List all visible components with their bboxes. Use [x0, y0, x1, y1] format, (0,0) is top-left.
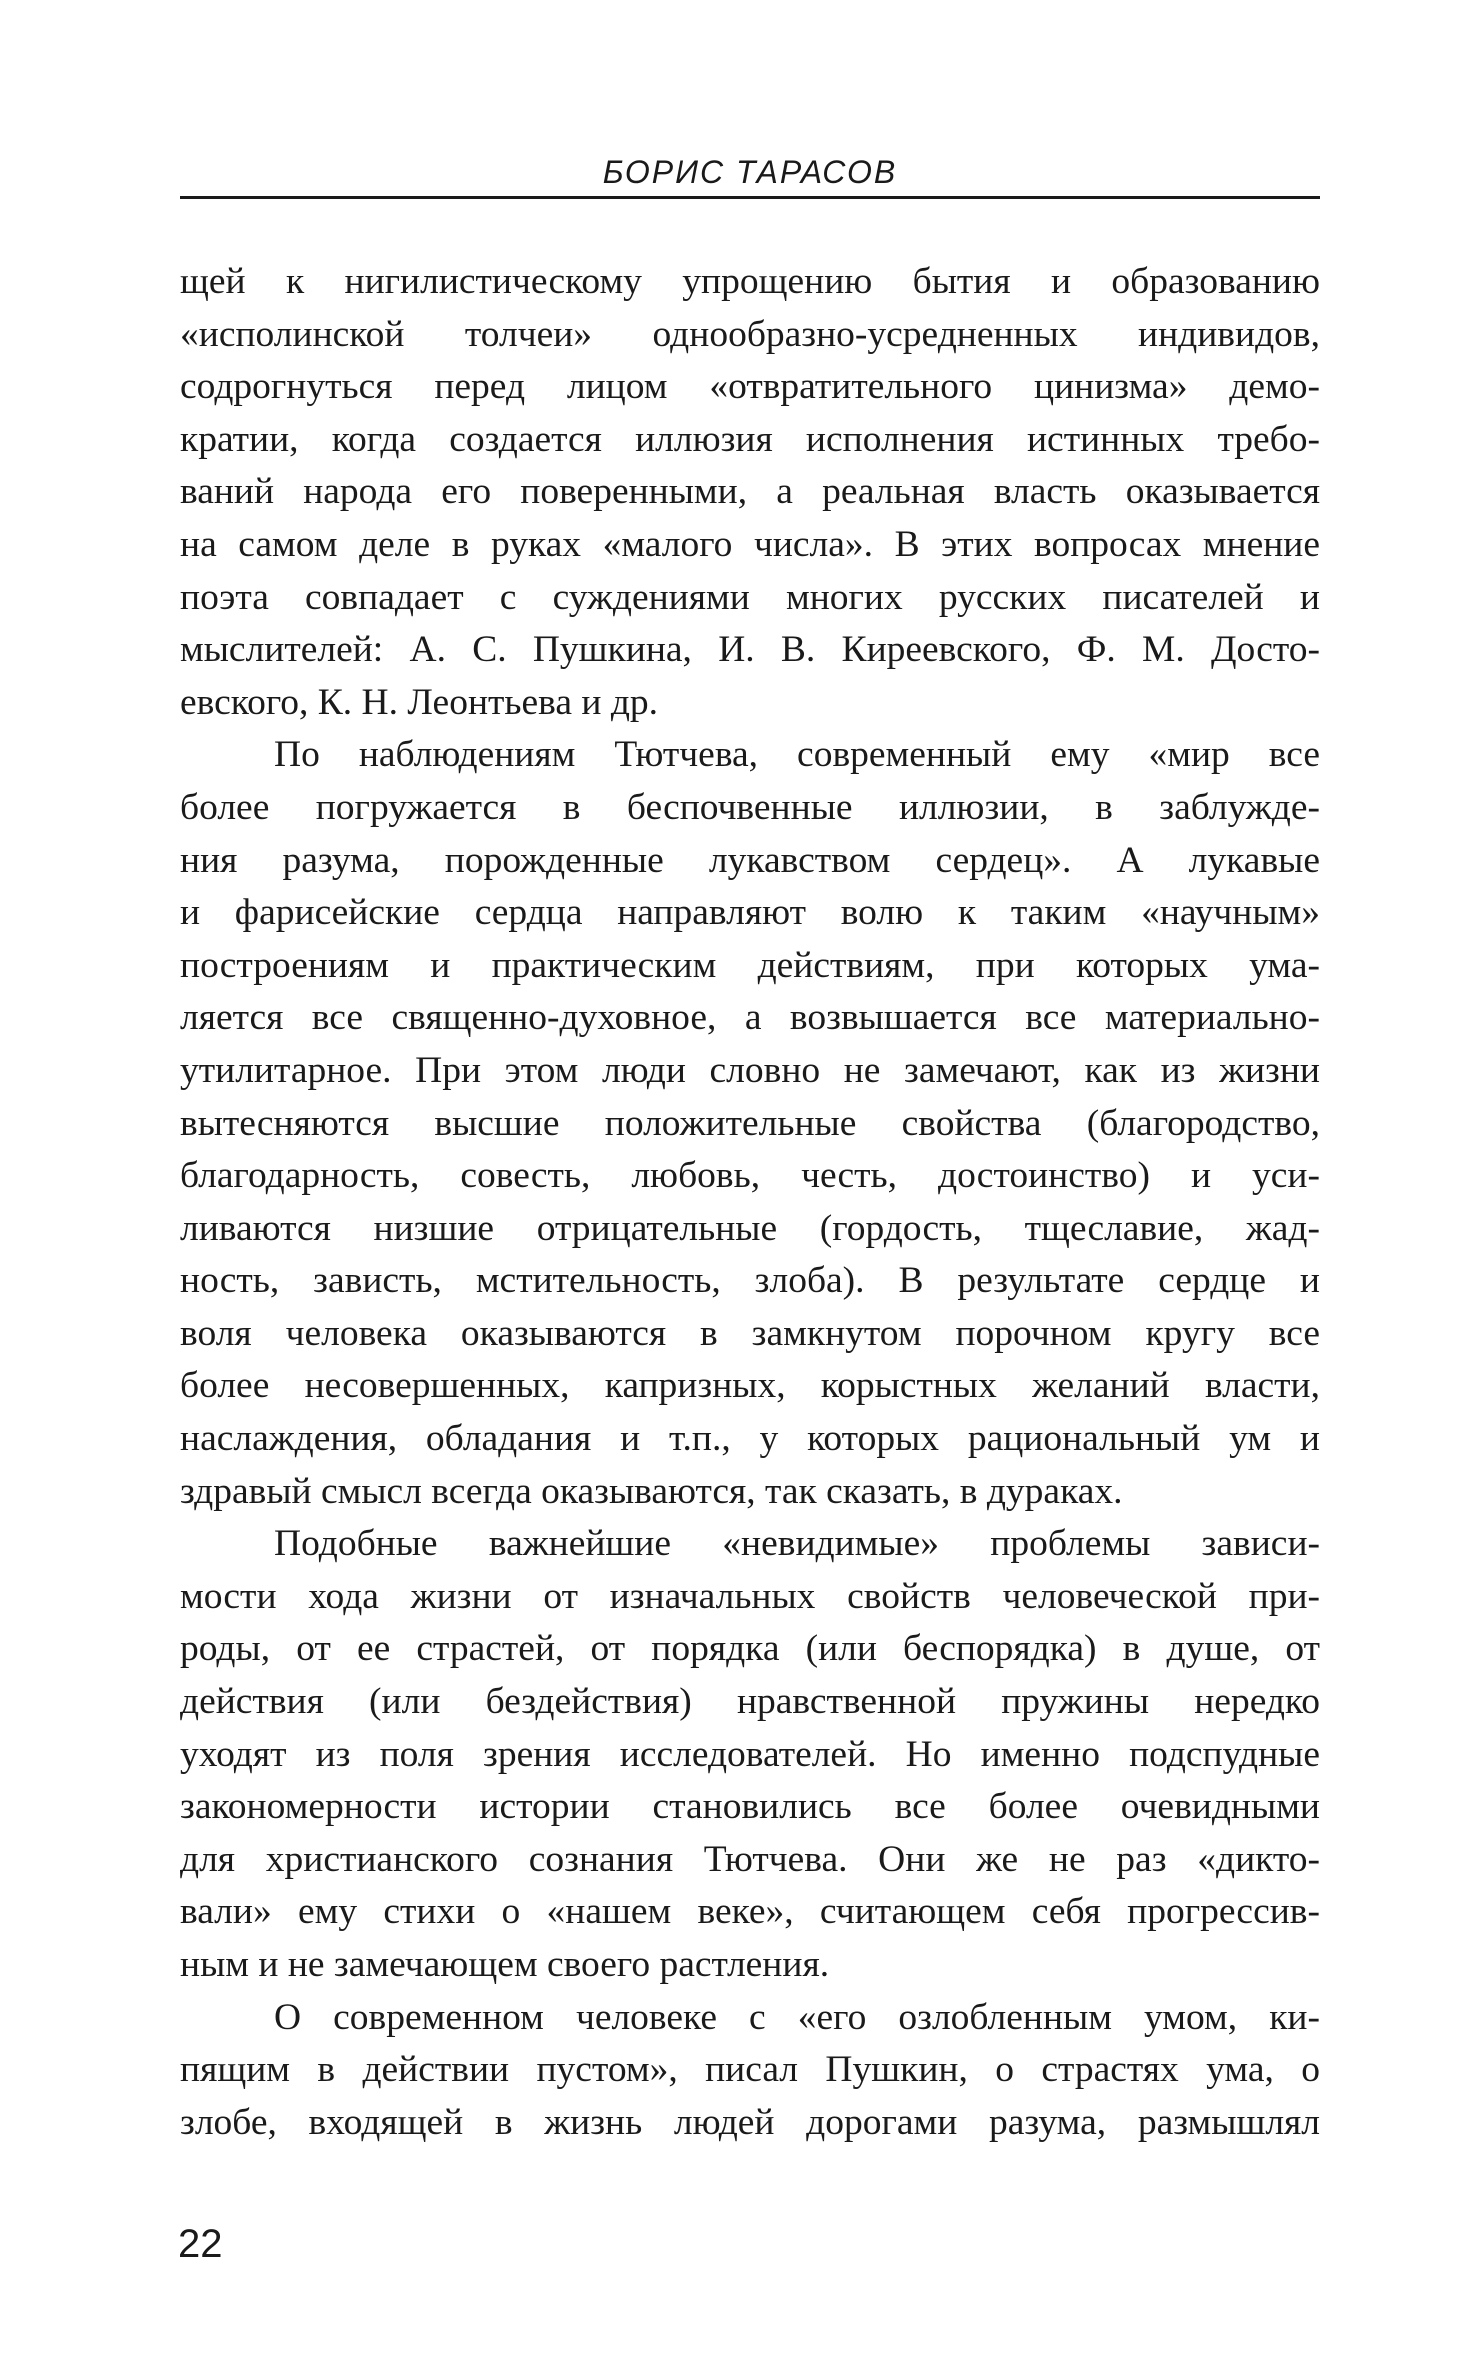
text-line: и фарисейские сердца направляют волю к таким «научным» [180, 892, 1320, 934]
text-line: евского, К. Н. Леонтьева и др. [180, 681, 659, 723]
text-line: Подобные важнейшие «невидимые» проблемы зависи- [274, 1523, 1320, 1565]
paragraph [180, 729, 1320, 1518]
text-line: наслаждения, обладания и т.п., у которых рациональный ум и [180, 1418, 1320, 1460]
text-line: более несовершенных, капризных, корыстных желаний власти, [180, 1365, 1320, 1407]
paragraph [180, 256, 1320, 729]
text-line: пящим в действии пустом», писал Пушкин, о страстях ума, о [180, 2049, 1320, 2091]
paragraph [180, 1518, 1320, 1991]
text-line: более погружается в беспочвенные иллюзии, в заблужде- [180, 786, 1320, 828]
text-line: благодарность, совесть, любовь, честь, достоинство) и уси- [180, 1155, 1320, 1197]
text-line: вали» ему стихи о «нашем веке», считающем себя прогрессив- [180, 1891, 1320, 1933]
text-line: здравый смысл всегда оказываются, так сказать, в дураках. [180, 1470, 1123, 1512]
body-text [180, 256, 1320, 2149]
text-line: для христианского сознания Тютчева. Они же не раз «дикто- [180, 1838, 1320, 1880]
text-line: утилитарное. При этом люди словно не замечают, как из жизни [180, 1049, 1320, 1091]
text-line: щей к нигилистическому упрощению бытия и образованию [180, 261, 1320, 302]
text-line: «исполинской толчеи» однообразно-усредненных индивидов, [180, 313, 1320, 355]
header-rule [180, 196, 1320, 199]
text-line: ваний народа его поверенными, а реальная власть оказывается [180, 471, 1320, 513]
text-line: По наблюдениям Тютчева, современный ему «мир все [274, 734, 1320, 776]
text-line: мости хода жизни от изначальных свойств человеческой при- [180, 1575, 1320, 1617]
page-number: 22 [178, 2222, 223, 2266]
text-line: вытесняются высшие положительные свойства (благородство, [180, 1102, 1320, 1144]
text-line: на самом деле в руках «малого числа». В этих вопросах мнение [180, 523, 1320, 565]
text-line: воля человека оказываются в замкнутом порочном кругу все [180, 1312, 1320, 1354]
text-line: ным и не замечающем своего растления. [180, 1944, 830, 1985]
text-line: роды, от ее страстей, от порядка (или беспорядка) в душе, от [180, 1628, 1320, 1670]
text-line: ляется все священно-духовное, а возвышается все материально- [180, 997, 1320, 1039]
text-line: ливаются низшие отрицательные (гордость, тщеславие, жад- [180, 1207, 1320, 1249]
text-line: действия (или бездействия) нравственной пружины нередко [180, 1681, 1320, 1723]
text-line: кратии, когда создается иллюзия исполнения истинных требо- [180, 418, 1320, 460]
text-line: О современном человеке с «его озлобленным умом, ки- [274, 1996, 1320, 2038]
text-line: поэта совпадает с суждениями многих русских писателей и [180, 576, 1320, 618]
text-line: уходят из поля зрения исследователей. Но именно подспудные [180, 1733, 1320, 1775]
text-line: мыслителей: А. С. Пушкина, И. В. Киреевского, Ф. М. Досто- [180, 629, 1320, 671]
text-line: построениям и практическим действиям, при которых ума- [180, 944, 1320, 986]
text-line: ность, зависть, мстительность, злоба). В результате сердце и [180, 1260, 1320, 1302]
text-line: содрогнуться перед лицом «отвратительного цинизма» демо- [180, 366, 1320, 408]
text-line: ния разума, порожденные лукавством сердец». А лукавые [180, 839, 1320, 881]
text-line: злобе, входящей в жизнь людей дорогами разума, размышлял [180, 2101, 1320, 2143]
paragraph [180, 1992, 1320, 2150]
running-head-title: БОРИС ТАРАСОВ [602, 154, 898, 190]
text-line: закономерности истории становились все более очевидными [180, 1786, 1320, 1828]
